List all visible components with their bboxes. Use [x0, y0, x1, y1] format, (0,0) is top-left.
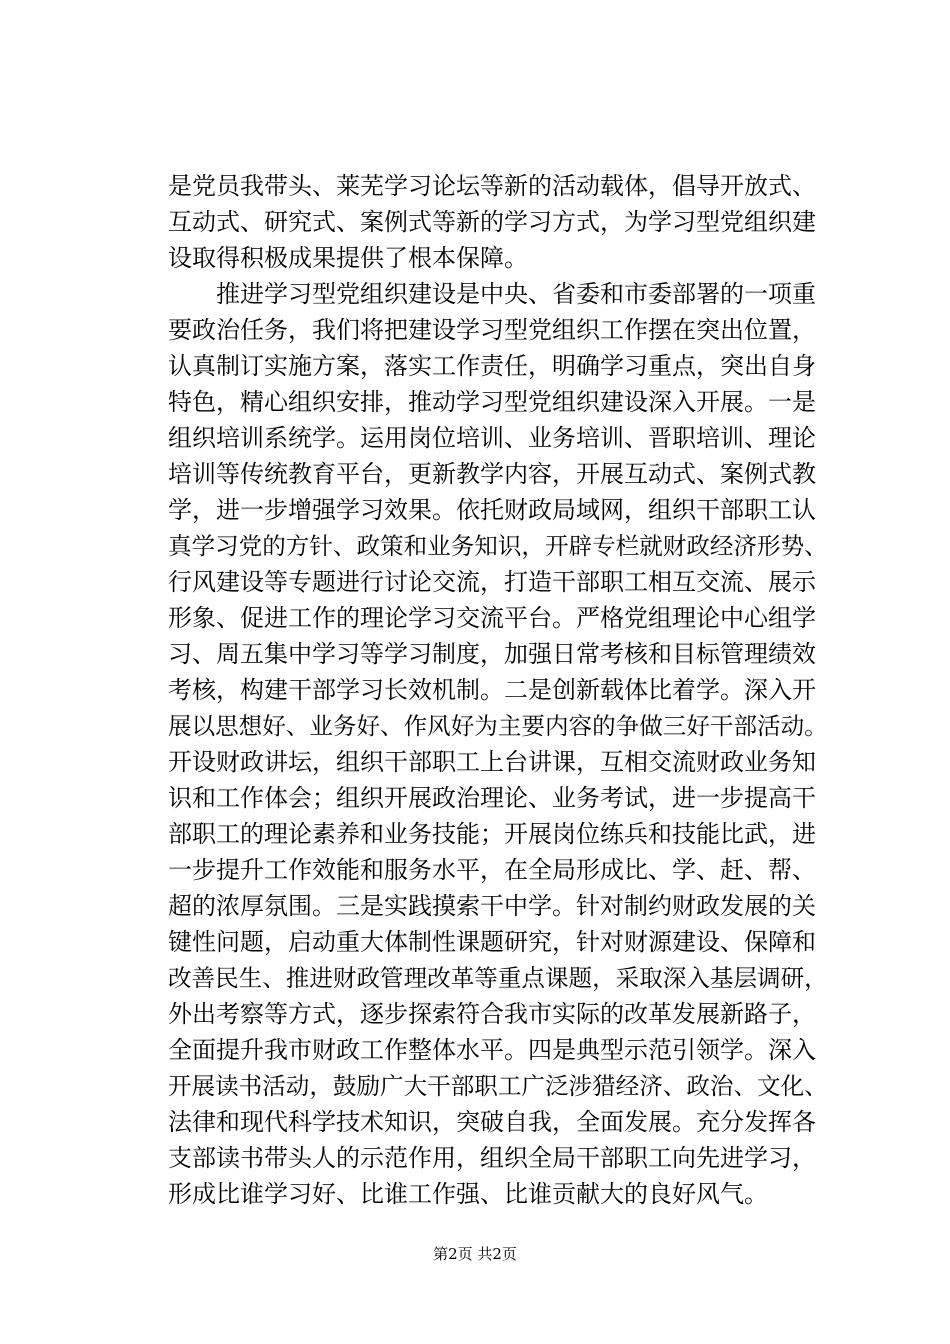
- body-text: [168, 168, 828, 1212]
- text-line: 外出考察等方式，逐步探索符合我市实际的改革发展新路子，: [168, 1000, 816, 1028]
- text-line: 形象、促进工作的理论学习交流平台。严格党组理论中心组学: [168, 604, 816, 632]
- text-line: 键性问题，启动重大体制性课题研究，针对财源建设、保障和: [168, 928, 816, 956]
- text-line: 习、周五集中学习等学习制度，加强日常考核和目标管理绩效: [168, 640, 816, 668]
- text-line: 展以思想好、业务好、作风好为主要内容的争做三好干部活动。: [168, 712, 828, 740]
- text-line: 支部读书带头人的示范作用，组织全局干部职工向先进学习，: [168, 1144, 816, 1172]
- text-line: 开展读书活动，鼓励广大干部职工广泛涉猎经济、政治、文化、: [168, 1072, 828, 1100]
- text-line: 是党员我带头、莱芜学习论坛等新的活动载体，倡导开放式、: [168, 172, 816, 200]
- text-line: 法律和现代科学技术知识，突破自我，全面发展。充分发挥各: [168, 1108, 816, 1136]
- text-line: 改善民生、推进财政管理改革等重点课题，采取深入基层调研，: [168, 964, 828, 992]
- text-line: 培训等传统教育平台，更新教学内容，开展互动式、案例式教: [168, 460, 816, 488]
- page-footer: 第2页 共2页: [433, 1245, 517, 1263]
- text-line: 认真制订实施方案，落实工作责任，明确学习重点，突出自身: [168, 352, 816, 380]
- text-line: 真学习党的方针、政策和业务知识，开辟专栏就财政经济形势、: [168, 532, 828, 560]
- text-line: 互动式、研究式、案例式等新的学习方式，为学习型党组织建: [168, 208, 816, 236]
- text-line: 一步提升工作效能和服务水平，在全局形成比、学、赶、帮、: [168, 856, 816, 884]
- text-line: 全面提升我市财政工作整体水平。四是典型示范引领学。深入: [168, 1036, 816, 1064]
- text-line: 开设财政讲坛，组织干部职工上台讲课，互相交流财政业务知: [168, 748, 816, 776]
- text-line: 考核，构建干部学习长效机制。二是创新载体比着学。深入开: [168, 676, 816, 704]
- text-line: 识和工作体会；组织开展政治理论、业务考试，进一步提高干: [168, 784, 816, 812]
- text-line: 特色，精心组织安排，推动学习型党组织建设深入开展。一是: [168, 388, 816, 416]
- text-line: 要政治任务，我们将把建设学习型党组织工作摆在突出位置，: [168, 316, 816, 344]
- text-line: 行风建设等专题进行讨论交流，打造干部职工相互交流、展示: [168, 568, 816, 596]
- text-line: 设取得积极成果提供了根本保障。: [168, 244, 528, 272]
- text-line: 形成比谁学习好、比谁工作强、比谁贡献大的良好风气。: [168, 1180, 768, 1208]
- text-line: 组织培训系统学。运用岗位培训、业务培训、晋职培训、理论: [168, 424, 816, 452]
- text-line: 学，进一步增强学习效果。依托财政局域网，组织干部职工认: [168, 496, 816, 524]
- text-line: 推进学习型党组织建设是中央、省委和市委部署的一项重: [168, 280, 816, 308]
- text-line: 超的浓厚氛围。三是实践摸索干中学。针对制约财政发展的关: [168, 892, 816, 920]
- text-line: 部职工的理论素养和业务技能；开展岗位练兵和技能比武，进: [168, 820, 816, 848]
